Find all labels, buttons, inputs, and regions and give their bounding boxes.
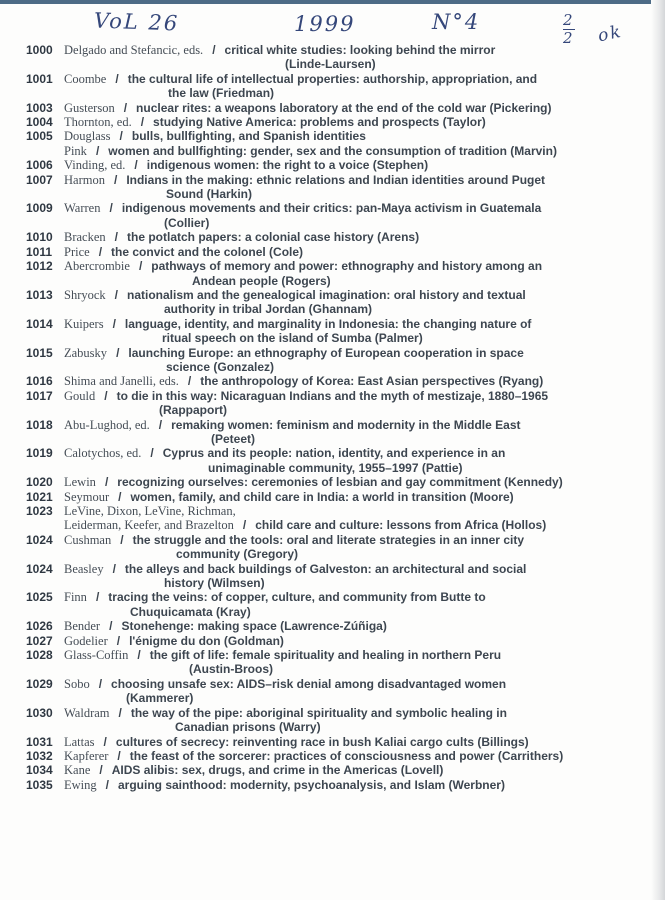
list-item (26, 735, 656, 749)
entry-body (64, 533, 656, 562)
entry-separator: / (95, 143, 100, 158)
entry-title: Indians in the making: ethnic relations and Indian identities around Puget (126, 172, 546, 187)
entry-body (64, 619, 656, 633)
entry-title-continuation: Andean people (Rogers) (192, 273, 331, 288)
entry-separator: / (114, 230, 118, 245)
entry-author: Finn (64, 590, 87, 605)
list-item (26, 706, 656, 735)
handwritten-year: 1999 (294, 12, 356, 36)
entry-author: Abu-Lughod, ed. (64, 417, 150, 432)
entry-separator: / (112, 316, 116, 331)
entry-number: 1026 (26, 619, 53, 634)
entry-number: 1005 (26, 129, 53, 144)
entry-separator: / (242, 518, 247, 533)
list-item (26, 129, 656, 143)
entry-separator: / (109, 201, 113, 216)
entry-author: Coombe (64, 71, 107, 86)
entry-title: language, identity, and marginality in Indonesia: the changing nature of (124, 316, 532, 331)
entry-body (64, 115, 656, 129)
entry-body (64, 518, 656, 532)
entry-body (64, 129, 656, 143)
entry-number: 1018 (26, 417, 53, 432)
entry-body (64, 504, 656, 518)
list-item (26, 778, 656, 792)
entry-title: the alleys and back buildings of Galveston: an architectural and social (124, 561, 527, 576)
entry-separator: / (115, 71, 119, 86)
list-item (26, 115, 656, 129)
entry-separator: / (103, 734, 107, 749)
list-item (26, 490, 656, 504)
entry-separator: / (187, 374, 192, 389)
entry-author: Thornton, ed. (64, 115, 132, 130)
entry-number: 1006 (26, 158, 53, 173)
handwritten-volume: VoL 26 (93, 8, 180, 36)
list-item (26, 317, 656, 346)
entry-body (64, 346, 656, 375)
entry-number: 1004 (26, 115, 53, 130)
entry-body (64, 706, 656, 735)
entry-author: Beasley (64, 561, 104, 576)
entry-title-continuation: unimaginable community, 1955–1997 (Pattie) (208, 460, 463, 475)
list-item (26, 749, 656, 763)
entry-title: the feast of the sorcerer: practices of consciousness and power (Carrithers) (129, 748, 564, 763)
entry-separator: / (138, 259, 143, 274)
list-item (26, 446, 656, 475)
entry-number: 1021 (26, 489, 53, 504)
entry-title: the cultural life of intellectual properties: authorship, appropriation, and (127, 71, 538, 86)
entry-title-continuation: (Collier) (164, 215, 210, 230)
list-item (26, 418, 656, 447)
entry-title: the way of the pipe: aboriginal spirituality and symbolic healing in (130, 705, 507, 720)
entry-author: Kane (64, 763, 91, 778)
entry-body (64, 446, 656, 475)
entry-author: Harmon (64, 172, 105, 187)
entry-separator: / (112, 561, 116, 576)
entry-title-continuation: (Kammerer) (126, 691, 194, 706)
list-item (26, 504, 656, 518)
entry-author: Douglass (64, 129, 111, 144)
entry-title: pathways of memory and power: ethnography and history among an (151, 259, 543, 274)
entry-author: Godelier (64, 633, 108, 648)
entry-body (64, 259, 656, 288)
entry-title-continuation: ritual speech on the island of Sumba (Palmer) (162, 331, 423, 346)
entry-author: Delgado and Stefancic, eds. (64, 43, 204, 57)
entry-body (64, 389, 656, 418)
entry-number: 1017 (26, 388, 53, 403)
list-item (26, 201, 656, 230)
entry-author: Ewing (64, 777, 97, 792)
entry-title: the struggle and the tools: oral and literate strategies in an inner city (132, 532, 524, 547)
entry-body (64, 634, 656, 648)
entry-author: Cushman (64, 532, 112, 547)
entry-number: 1035 (26, 777, 53, 792)
entry-body (64, 158, 656, 172)
entry-number: 1030 (26, 705, 53, 720)
entry-title: studying Native America: problems and prospects (Taylor) (153, 115, 486, 130)
list-item (26, 144, 656, 158)
fraction-top: 2 (563, 11, 575, 29)
entry-body (64, 101, 656, 115)
entry-number: 1012 (26, 259, 53, 274)
entry-title-continuation: (Austin-Broos) (189, 662, 273, 677)
entry-number: 1000 (26, 43, 53, 57)
entry-number (26, 518, 64, 532)
entry-title-continuation: (Peteet) (211, 431, 256, 446)
entry-title: nuclear rites: a weapons laboratory at the end of the cold war (Pickering) (136, 100, 552, 115)
entry-body (64, 201, 656, 230)
entry-number: 1016 (26, 374, 53, 389)
entry-separator: / (150, 446, 154, 461)
entry-title: the convict and the colonel (Cole) (111, 244, 304, 259)
entry-body (64, 648, 656, 677)
list-item (26, 101, 656, 115)
entry-title: choosing unsafe sex: AIDS–risk denial among disadvantaged women (111, 676, 507, 691)
entry-title: cultures of secrecy: reinventing race in bush Kaliai cargo cults (Billings) (115, 734, 529, 749)
entry-author: Seymour (64, 489, 110, 504)
entry-number: 1010 (26, 230, 53, 245)
entry-author: Gusterson (64, 100, 115, 115)
entry-number: 1031 (26, 734, 53, 749)
entry-title: AIDS alibis: sex, drugs, and crime in the Americas (Lovell) (111, 763, 444, 778)
list-item (26, 72, 656, 101)
entry-number: 1020 (26, 475, 53, 490)
entry-number (26, 144, 64, 158)
entry-title: child care and culture: lessons from Africa (Hollos) (255, 518, 547, 533)
list-item (26, 518, 656, 532)
entry-title: the potlatch papers: a colonial case history (Arens) (127, 230, 420, 245)
list-item (26, 562, 656, 591)
entry-author: Bender (64, 619, 101, 634)
entry-author: Waldram (64, 705, 110, 720)
entry-title: indigenous women: the right to a voice (Stephen) (146, 158, 429, 173)
entry-body (64, 418, 656, 447)
entry-number: 1015 (26, 345, 53, 360)
entry-title: Stonehenge: making space (Lawrence-Zúñiga) (121, 619, 387, 634)
entry-number: 1003 (26, 100, 53, 115)
entry-body (64, 749, 656, 763)
entry-number: 1007 (26, 172, 53, 187)
entry-title-continuation: Chuquicamata (Kray) (130, 604, 251, 619)
entry-body (64, 778, 656, 792)
entry-number: 1009 (26, 201, 53, 216)
list-item (26, 648, 656, 677)
entry-number: 1013 (26, 287, 53, 302)
entry-body (64, 288, 656, 317)
entry-body (64, 374, 656, 388)
entry-author: Glass-Coffin (64, 648, 129, 663)
entry-separator: / (212, 43, 216, 57)
entry-body (64, 317, 656, 346)
entry-number: 1034 (26, 763, 53, 778)
entry-author: Price (64, 244, 90, 259)
entry-author: Abercrombie (64, 259, 130, 274)
entry-title-continuation: Canadian prisons (Warry) (175, 720, 321, 735)
entry-author: Lattas (64, 734, 95, 749)
entry-number: 1024 (26, 561, 53, 576)
entry-title: tracing the veins: of copper, culture, and community from Butte to (108, 590, 486, 605)
entry-separator: / (114, 287, 119, 302)
entry-separator: / (116, 345, 120, 360)
entry-separator: / (140, 115, 145, 130)
entry-number: 1001 (26, 71, 53, 86)
entry-title: critical white studies: looking behind the mirror (224, 43, 496, 57)
entry-title-continuation: community (Gregory) (176, 547, 299, 562)
entry-title: women, family, and child care in India: a world in transition (Moore) (130, 489, 514, 504)
entry-title: women and bullfighting: gender, sex and the consumption of tradition (Marvin) (108, 143, 557, 158)
entry-body (64, 735, 656, 749)
list-item (26, 259, 656, 288)
list-item (26, 346, 656, 375)
handwritten-ok-mark: ok (596, 21, 625, 47)
entry-number: 1025 (26, 590, 53, 605)
entry-separator: / (95, 590, 100, 605)
list-item (26, 288, 656, 317)
entry-body (64, 590, 656, 619)
entry-number: 1028 (26, 648, 53, 663)
entry-body (64, 490, 656, 504)
entry-separator: / (117, 748, 121, 763)
entry-body (64, 245, 656, 259)
entry-separator: / (98, 244, 103, 259)
entry-title-continuation: the law (Friedman) (168, 86, 275, 101)
entry-author: Vinding, ed. (64, 158, 126, 173)
entry-separator: / (104, 388, 108, 403)
entry-author: Gould (64, 388, 96, 403)
handwritten-issue: N°4 (432, 10, 481, 34)
entry-title: l'énigme du don (Goldman) (129, 633, 284, 648)
page-top-edge (0, 0, 665, 4)
list-item (26, 619, 656, 633)
entry-body (64, 562, 656, 591)
entry-author: LeVine, Dixon, LeVine, Richman, (64, 504, 236, 518)
entry-title-continuation: Sound (Harkin) (166, 187, 252, 202)
entry-title: arguing sainthood: modernity, psychoanalysis, and Islam (Werbner) (117, 777, 505, 792)
entry-author: Warren (64, 201, 101, 216)
entry-author: Zabusky (64, 345, 108, 360)
entry-title-continuation: authority in tribal Jordan (Ghannam) (164, 302, 373, 317)
entry-separator: / (120, 532, 124, 547)
list-item (26, 590, 656, 619)
entry-title: remaking women: feminism and modernity in the Middle East (171, 417, 521, 432)
entry-separator: / (116, 633, 121, 648)
entry-author: Lewin (64, 475, 96, 490)
book-review-list (26, 43, 656, 792)
list-item (26, 389, 656, 418)
entry-number: 1014 (26, 316, 53, 331)
entry-title-continuation: (Rappaport) (159, 403, 227, 418)
entry-separator: / (99, 763, 103, 778)
entry-body (64, 677, 656, 706)
list-item (26, 158, 656, 172)
entry-separator: / (158, 417, 163, 432)
entry-body (64, 763, 656, 777)
entry-author: Kuipers (64, 316, 104, 331)
entry-author: Sobo (64, 676, 90, 691)
entry-author: Shima and Janelli, eds. (64, 374, 179, 389)
entry-author: Bracken (64, 230, 106, 245)
entry-number: 1011 (26, 244, 53, 259)
entry-title: Cyprus and its people: nation, identity, and experience in an (162, 446, 506, 461)
entry-author: Leiderman, Keefer, and Brazelton (64, 518, 234, 533)
entry-body (64, 43, 656, 72)
entry-number: 1023 (26, 504, 53, 518)
entry-author: Kapferer (64, 748, 109, 763)
entry-title: to die in this way: Nicaraguan Indians and the myth of mestizaje, 1880–1965 (116, 388, 549, 403)
entry-separator: / (105, 777, 109, 792)
entry-separator: / (123, 100, 128, 115)
entry-title: launching Europe: an ethnography of European cooperation in space (128, 345, 524, 360)
entry-author: Pink (64, 143, 87, 158)
entry-separator: / (134, 158, 138, 173)
list-item (26, 533, 656, 562)
entry-body (64, 72, 656, 101)
list-item (26, 374, 656, 388)
list-item (26, 43, 656, 72)
entry-body (64, 475, 656, 489)
list-item (26, 173, 656, 202)
entry-number: 1029 (26, 676, 53, 691)
entry-number: 1024 (26, 532, 53, 547)
entry-author: Shryock (64, 287, 106, 302)
list-item (26, 245, 656, 259)
entry-body (64, 144, 656, 158)
list-item (26, 763, 656, 777)
entry-number: 1019 (26, 446, 53, 461)
entry-body (64, 230, 656, 244)
entry-title: indigenous movements and their critics: pan-Maya activism in Guatemala (121, 201, 542, 216)
entry-number: 1027 (26, 633, 53, 648)
entry-title: the anthropology of Korea: East Asian perspectives (Ryang) (200, 374, 544, 389)
list-item (26, 677, 656, 706)
entry-title: nationalism and the genealogical imagination: oral history and textual (127, 287, 526, 302)
entry-body (64, 173, 656, 202)
entry-separator: / (137, 648, 141, 663)
list-item (26, 475, 656, 489)
list-item (26, 634, 656, 648)
entry-separator: / (98, 676, 103, 691)
entry-title-continuation: science (Gonzalez) (166, 359, 275, 374)
entry-separator: / (109, 619, 113, 634)
entry-title: bulls, bullfighting, and Spanish identities (131, 129, 366, 144)
entry-separator: / (118, 705, 122, 720)
entry-title-continuation: history (Wilmsen) (164, 576, 265, 591)
entry-author: Calotychos, ed. (64, 446, 142, 461)
entry-title-continuation: (Linde-Laursen) (285, 57, 376, 72)
entry-number: 1032 (26, 748, 53, 763)
entry-title: recognizing ourselves: ceremonies of lesbian and gay commitment (Kennedy) (117, 475, 563, 490)
entry-separator: / (104, 475, 109, 490)
list-item (26, 230, 656, 244)
entry-separator: / (119, 129, 123, 144)
handwritten-fraction (563, 13, 575, 46)
entry-title: the gift of life: female spirituality and healing in northern Peru (149, 648, 502, 663)
entry-separator: / (113, 172, 118, 187)
fraction-bottom: 2 (563, 29, 575, 47)
entry-separator: / (118, 489, 122, 504)
